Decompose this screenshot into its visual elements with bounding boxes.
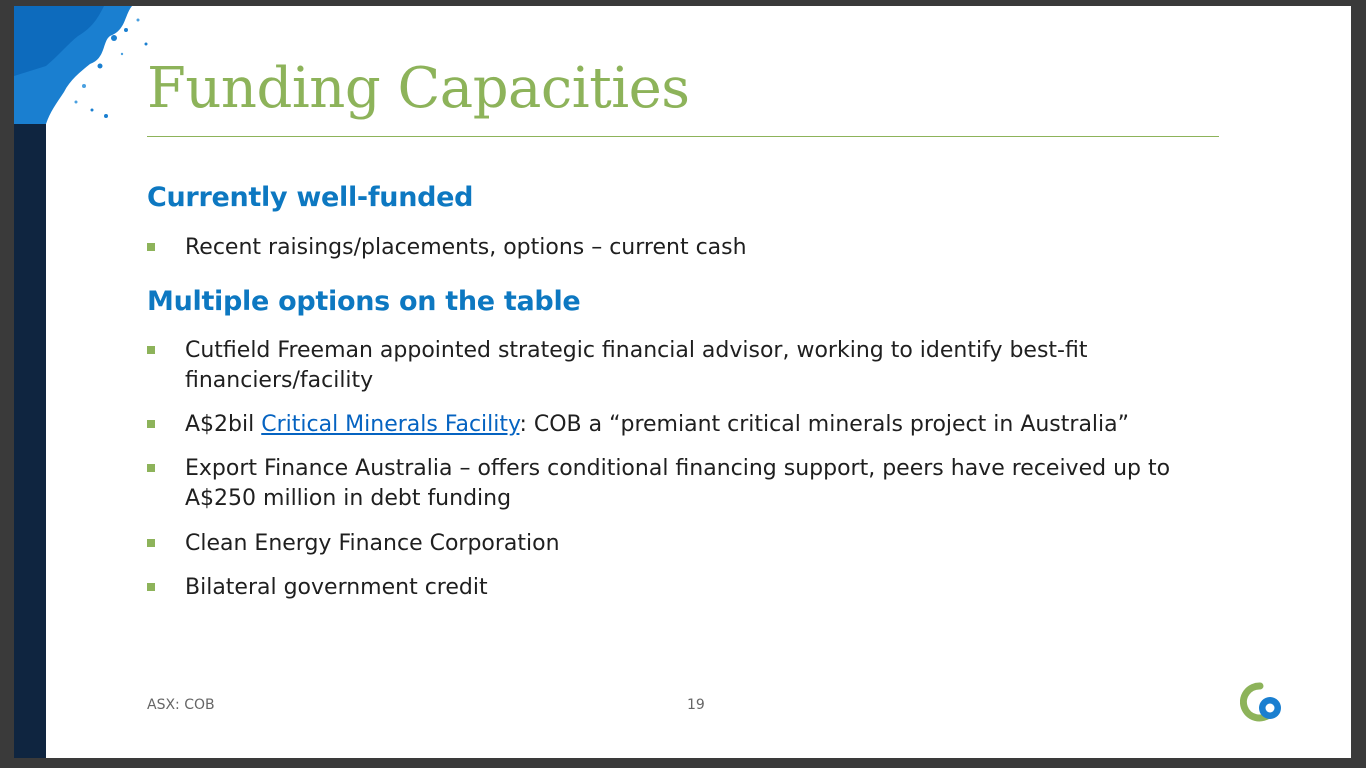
company-logo-icon [1240, 682, 1286, 722]
footer-ticker: ASX: COB [147, 697, 215, 713]
bullet-square-icon [147, 420, 155, 428]
critical-minerals-facility-link[interactable]: Critical Minerals Facility [261, 412, 520, 437]
list-item [147, 573, 1207, 603]
bullet-text: Clean Energy Finance Corporation [185, 531, 560, 556]
bullet-square-icon [147, 243, 155, 251]
section-heading-options: Multiple options on the table [147, 286, 581, 317]
bullet-text: Recent raisings/placements, options – current cash [185, 235, 747, 260]
bullet-square-icon [147, 346, 155, 354]
section-heading-funded: Currently well-funded [147, 182, 474, 213]
bullet-square-icon [147, 539, 155, 547]
bullet-text: Cutfield Freeman appointed strategic financial advisor, working to identify best-fit financiers/facility [185, 338, 1088, 393]
list-item [147, 529, 1207, 559]
list-item [147, 233, 1207, 263]
page-number: 19 [687, 697, 705, 713]
slide [14, 6, 1351, 758]
bullet-text: Bilateral government credit [185, 575, 488, 600]
list-item [147, 410, 1207, 440]
paint-splash-icon [14, 6, 164, 146]
title-divider [147, 136, 1219, 137]
bullet-text: Export Finance Australia – offers conditional financing support, peers have received up to A$250 million in debt funding [185, 456, 1171, 511]
list-item [147, 336, 1147, 396]
bullet-square-icon [147, 583, 155, 591]
bullet-prefix: A$2bil [185, 412, 262, 437]
bullet-square-icon [147, 464, 155, 472]
slide-title: Funding Capacities [147, 56, 690, 121]
bullet-suffix: : COB a “premiant critical minerals project in Australia” [519, 412, 1130, 437]
bullet-text [185, 410, 1129, 440]
list-item [147, 454, 1207, 514]
